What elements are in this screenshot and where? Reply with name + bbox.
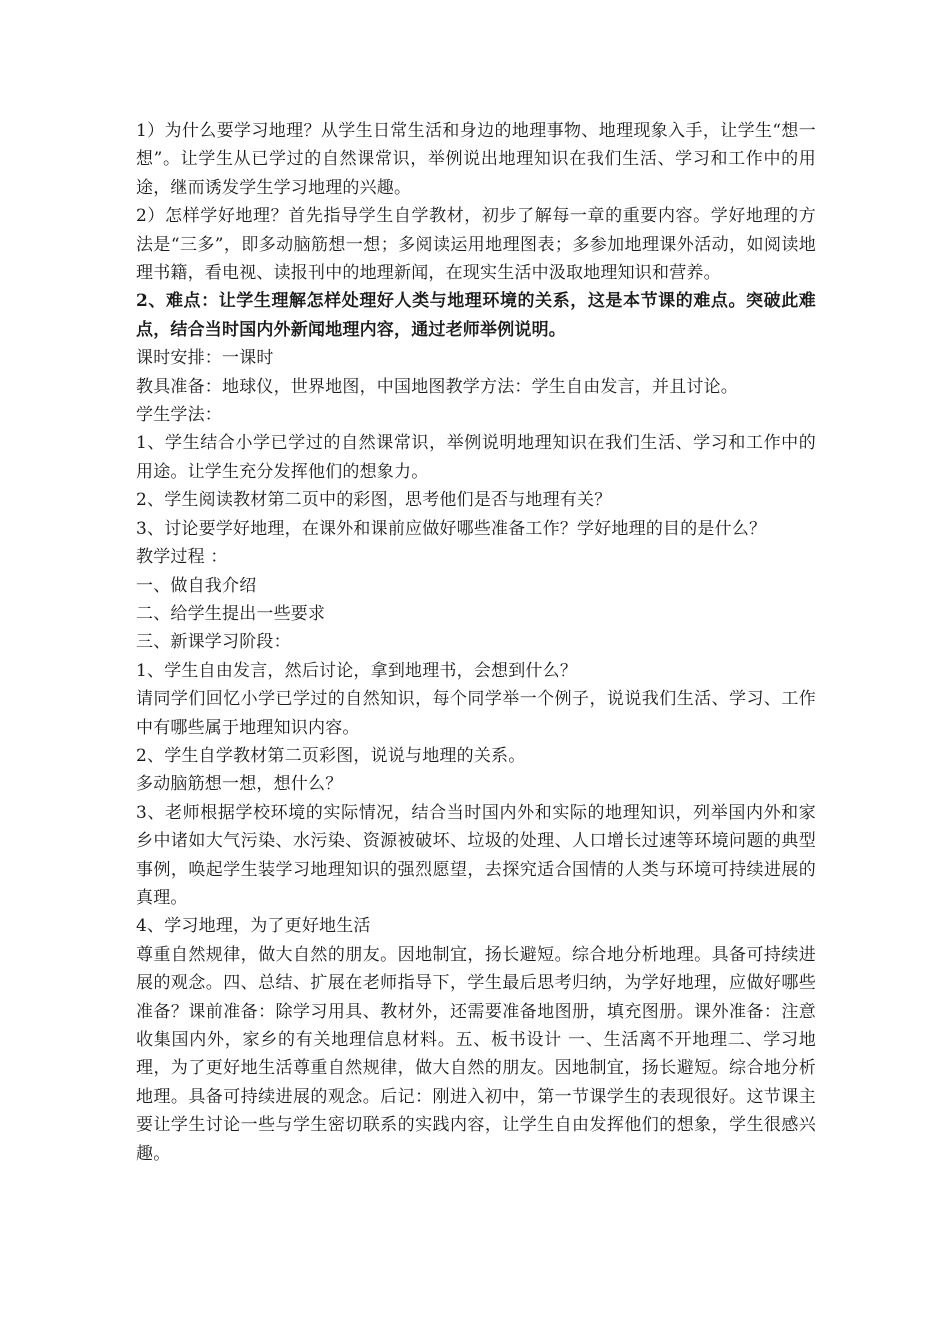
paragraph-why-learn-geography: 1）为什么要学习地理？从学生日常生活和身边的地理事物、地理现象入手，让学生“想一想”。让学生从已学过的自然课常识，举例说出地理知识在我们生活、学习和工作中的用途，继而诱发学生学习地理的兴趣。: [136, 121, 816, 198]
paragraph-how-learn-geography: 2）怎样学好地理？首先指导学生自学教材，初步了解每一章的重要内容。学好地理的方法是“三多”，即多动脑筋想一想；多阅读运用地理图表；多参加地理课外活动，如阅读地理书籍，看电视、读报刊中的地理新闻，在现实生活中汲取地理知识和营养。: [136, 206, 816, 284]
paragraph-student-method-3: 3、讨论要学好地理，在课外和课前应做好哪些准备工作？学好地理的目的是什么？: [136, 518, 767, 539]
paragraph-student-method-2: 2、学生阅读教材第二页中的彩图，思考他们是否与地理有关？: [136, 490, 612, 511]
paragraph-new-lesson-2: 2、学生自学教材第二页彩图，说说与地理的关系。: [136, 745, 526, 766]
paragraph-teaching-process-heading: 教学过程 ：: [136, 547, 228, 568]
paragraph-summary: 尊重自然规律，做大自然的朋友。因地制宜，扬长避短。综合地分析地理。具备可持续进展的观念。四、总结、扩展在老师指导下，学生最后思考归纳，为学好地理，应做好哪些准备？课前准备：除学习用具、教材外，还需要准备地图册，填充图册。课外准备：注意收集国内外，家乡的有关地理信息材料。五、板书设计 一、生活离不开地理二、学习地理，为了更好地生活尊重自然规律，做大自然的朋友。因地制宜，扬长避短。综合地分析地理。具备可持续进展的观念。后记：刚进入初中，第一节课学生的表现很好。这节课主要让学生讨论一些与学生密切联系的实践内容，让学生自由发挥他们的想象，学生很感兴趣。: [136, 944, 816, 1164]
paragraph-new-lesson-heading: 三、新课学习阶段：: [136, 632, 291, 653]
paragraph-think-more: 多动脑筋想一想，想什么？: [136, 774, 343, 795]
paragraph-new-lesson-3: 3、老师根据学校环境的实际情况，结合当时国内外和实际的地理知识，列举国内外和家乡中诸如大气污染、水污染、资源被破坏、垃圾的处理、人口增长过速等环境问题的典型事例，唤起学生装学习地理知识的强烈愿望，去探究适合国情的人类与环境可持续进展的真理。: [136, 802, 816, 908]
paragraph-self-introduction: 一、做自我介绍: [136, 575, 257, 596]
paragraph-new-lesson-1: 1、学生自由发言，然后讨论，拿到地理书，会想到什么？: [136, 660, 578, 681]
paragraph-requirements: 二、给学生提出一些要求: [136, 603, 326, 624]
paragraph-recall-knowledge: 请同学们回忆小学已学过的自然知识，每个同学举一个例子，说说我们生活、学习、工作中有哪些属于地理知识内容。: [136, 689, 816, 738]
paragraph-class-hours: 课时安排：一课时: [136, 348, 274, 369]
paragraph-teaching-aids: 教具准备：地球仪，世界地图，中国地图教学方法：学生自由发言，并且讨论。: [136, 376, 738, 397]
paragraph-difficulty: 2、难点：让学生理解怎样处理好人类与地理环境的关系，这是本节课的难点。突破此难点，结合当时国内外新闻地理内容，通过老师举例说明。: [136, 291, 816, 340]
paragraph-student-method-1: 1、学生结合小学已学过的自然课常识，举例说明地理知识在我们生活、学习和工作中的用途。让学生充分发挥他们的想象力。: [136, 433, 816, 482]
paragraph-new-lesson-4: 4、学习地理，为了更好地生活: [136, 916, 371, 937]
document-page: [136, 117, 816, 1168]
paragraph-student-methods-heading: 学生学法：: [136, 405, 222, 426]
